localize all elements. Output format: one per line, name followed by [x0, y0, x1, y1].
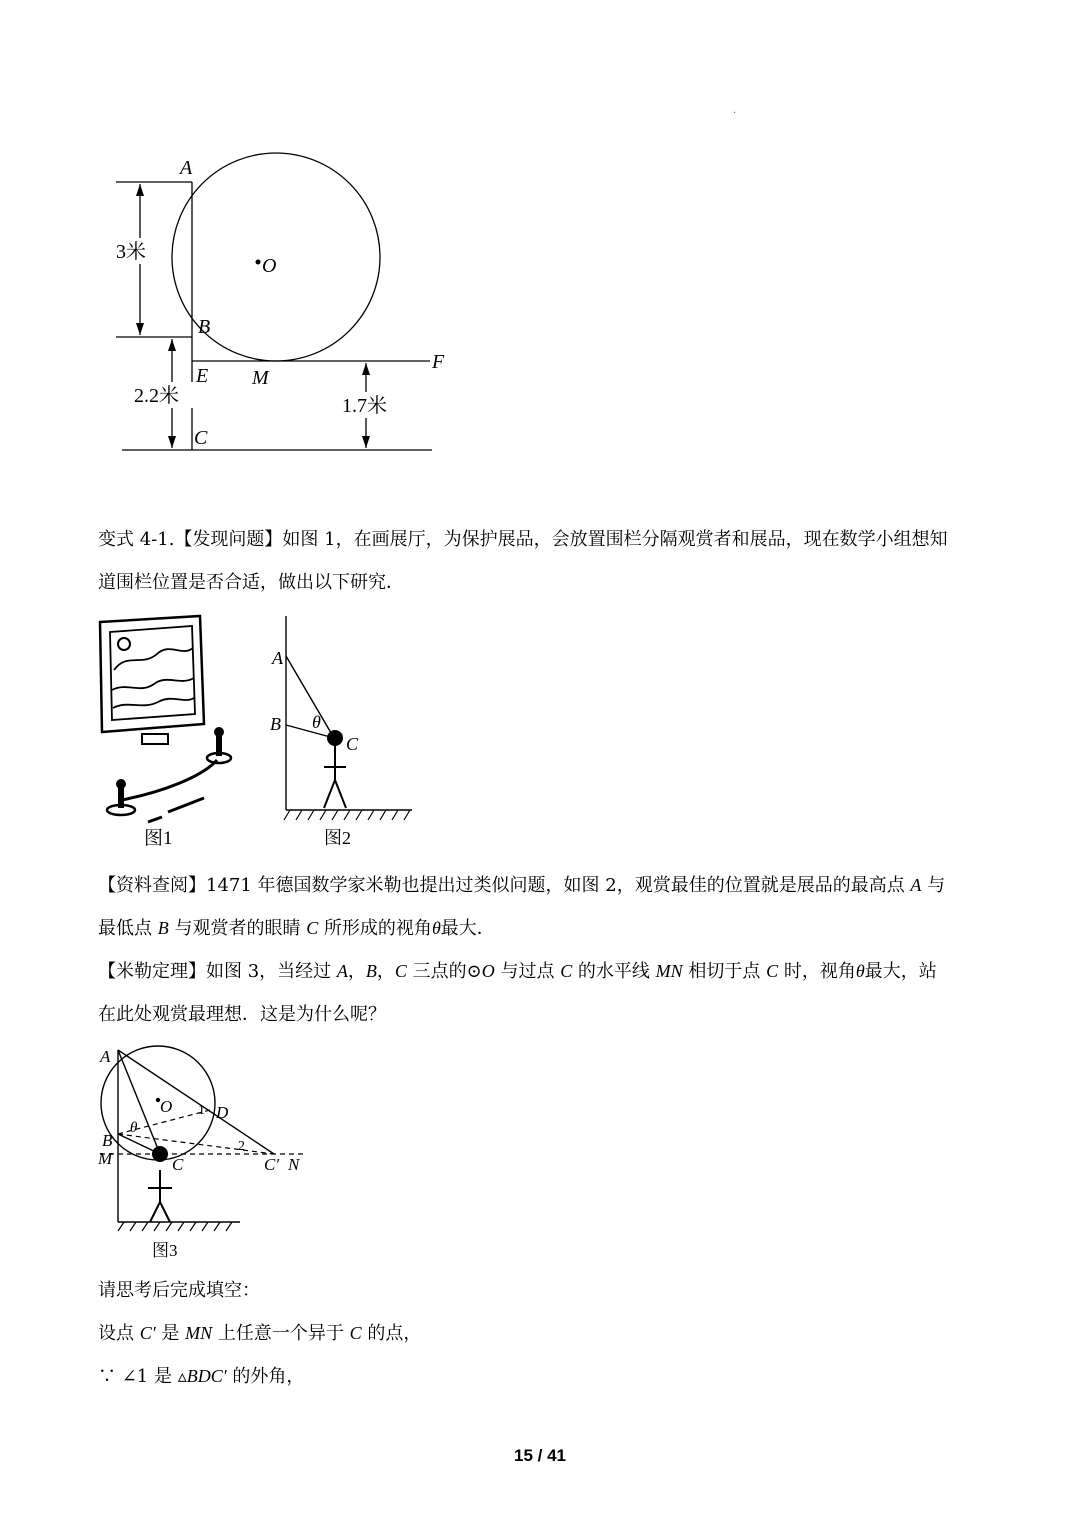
label-a: A: [272, 648, 283, 668]
viewer-head: [327, 730, 343, 746]
person-leg: [160, 1202, 170, 1222]
paragraph-line: 在此处观赏最理想．这是为什么呢？: [98, 1004, 386, 1025]
dim-22m-label: 2.2米: [134, 385, 179, 407]
shadow-line: [168, 798, 204, 812]
line-ac: [118, 1050, 160, 1154]
shadow-line: [148, 817, 162, 822]
sun-icon: [118, 638, 130, 650]
paragraph-line: 【资料查阅】1471 年德国数学家米勒也提出过类似问题，如图 2，观赏最佳的位置就是展品的最高点 A 与: [98, 875, 946, 896]
post-left-top: [116, 779, 126, 789]
figure-2-viewer: [262, 612, 422, 852]
label-c-prime: C′: [264, 1155, 280, 1174]
paragraph-line: 【米勒定理】如图 3，当经过 A，B，C 三点的⊙O 与过点 C 的水平线 MN 相切于点 C 时，视角θ最大，站: [98, 961, 937, 982]
label-b: B: [270, 714, 281, 734]
label-b: B: [102, 1131, 113, 1150]
center-dot: [256, 260, 261, 265]
paragraph-line: 道围栏位置是否合适，做出以下研究．: [98, 572, 404, 593]
label-d: D: [216, 1103, 229, 1122]
post-right-top: [214, 727, 224, 737]
cloud-line: [114, 648, 193, 670]
page-number: 15 / 41: [514, 1446, 566, 1465]
painting-frame-inner: [110, 626, 195, 720]
paragraph-assume-point: 设点 C′ 是 MN 上任意一个异于 C 的点，: [98, 1323, 422, 1344]
label-m: M: [252, 367, 269, 389]
fence-rope: [122, 760, 217, 800]
dim-17m-label: 1.7米: [342, 395, 387, 417]
paragraph-miller-theorem: [98, 950, 988, 1036]
figure-3-miller: [92, 1042, 322, 1264]
label-n: N: [288, 1155, 300, 1174]
label-a: A: [100, 1047, 111, 1066]
label-angle-1: 1: [198, 1103, 205, 1118]
label-theta: θ: [312, 712, 321, 732]
label-c: C: [194, 427, 208, 449]
line-acp: [118, 1050, 274, 1154]
dim-3m-label: 3米: [116, 241, 146, 263]
person-leg: [324, 780, 335, 808]
viewer-head: [152, 1146, 168, 1162]
sightline-a: [286, 656, 334, 738]
placard: [142, 734, 168, 744]
label-o: O: [262, 255, 277, 277]
label-a: A: [180, 157, 193, 179]
floor-hatching: [284, 810, 410, 820]
label-b: B: [198, 316, 211, 338]
figure-1-painting: [92, 612, 242, 852]
figure-1-caption: 图1: [144, 828, 173, 849]
line-bcp-dashed: [118, 1134, 274, 1154]
arrowhead: [136, 184, 144, 196]
circle-dimension-figure: [110, 150, 470, 460]
paragraph-fill-in: 请思考后完成填空：: [98, 1280, 260, 1301]
arrowhead: [362, 436, 370, 448]
arrowhead: [168, 436, 176, 448]
label-angle-2: 2: [238, 1139, 245, 1154]
floor-hatching: [118, 1222, 232, 1231]
arrowhead: [168, 339, 176, 351]
paragraph-literature: [98, 864, 988, 950]
arrowhead: [136, 323, 144, 335]
label-m: M: [98, 1149, 113, 1168]
paragraph-line: 最低点 B 与观赏者的眼睛 C 所形成的视角θ最大．: [98, 918, 495, 939]
label-e: E: [196, 365, 209, 387]
ground-line: [113, 698, 194, 708]
hill-line: [112, 678, 194, 690]
paragraph-line: 变式 4-1.【发现问题】如图 1，在画展厅，为保护展品，会放置围栏分隔观赏者和展品，现在数学小组想知: [98, 529, 948, 550]
person-leg: [335, 780, 346, 808]
person-leg: [150, 1202, 160, 1222]
arrowhead: [362, 363, 370, 375]
figure-3-caption: 图3: [152, 1241, 178, 1260]
label-theta: θ: [130, 1120, 138, 1136]
page-marker: ·: [733, 108, 737, 119]
label-o: O: [160, 1097, 173, 1116]
label-c: C: [346, 734, 359, 754]
paragraph-discover-problem: [98, 518, 988, 604]
paragraph-exterior-angle: ∵ ∠1 是 ▵BDC′ 的外角，: [98, 1366, 305, 1387]
label-f: F: [432, 351, 445, 373]
label-c: C: [172, 1155, 184, 1174]
figure-2-caption: 图2: [324, 828, 351, 848]
